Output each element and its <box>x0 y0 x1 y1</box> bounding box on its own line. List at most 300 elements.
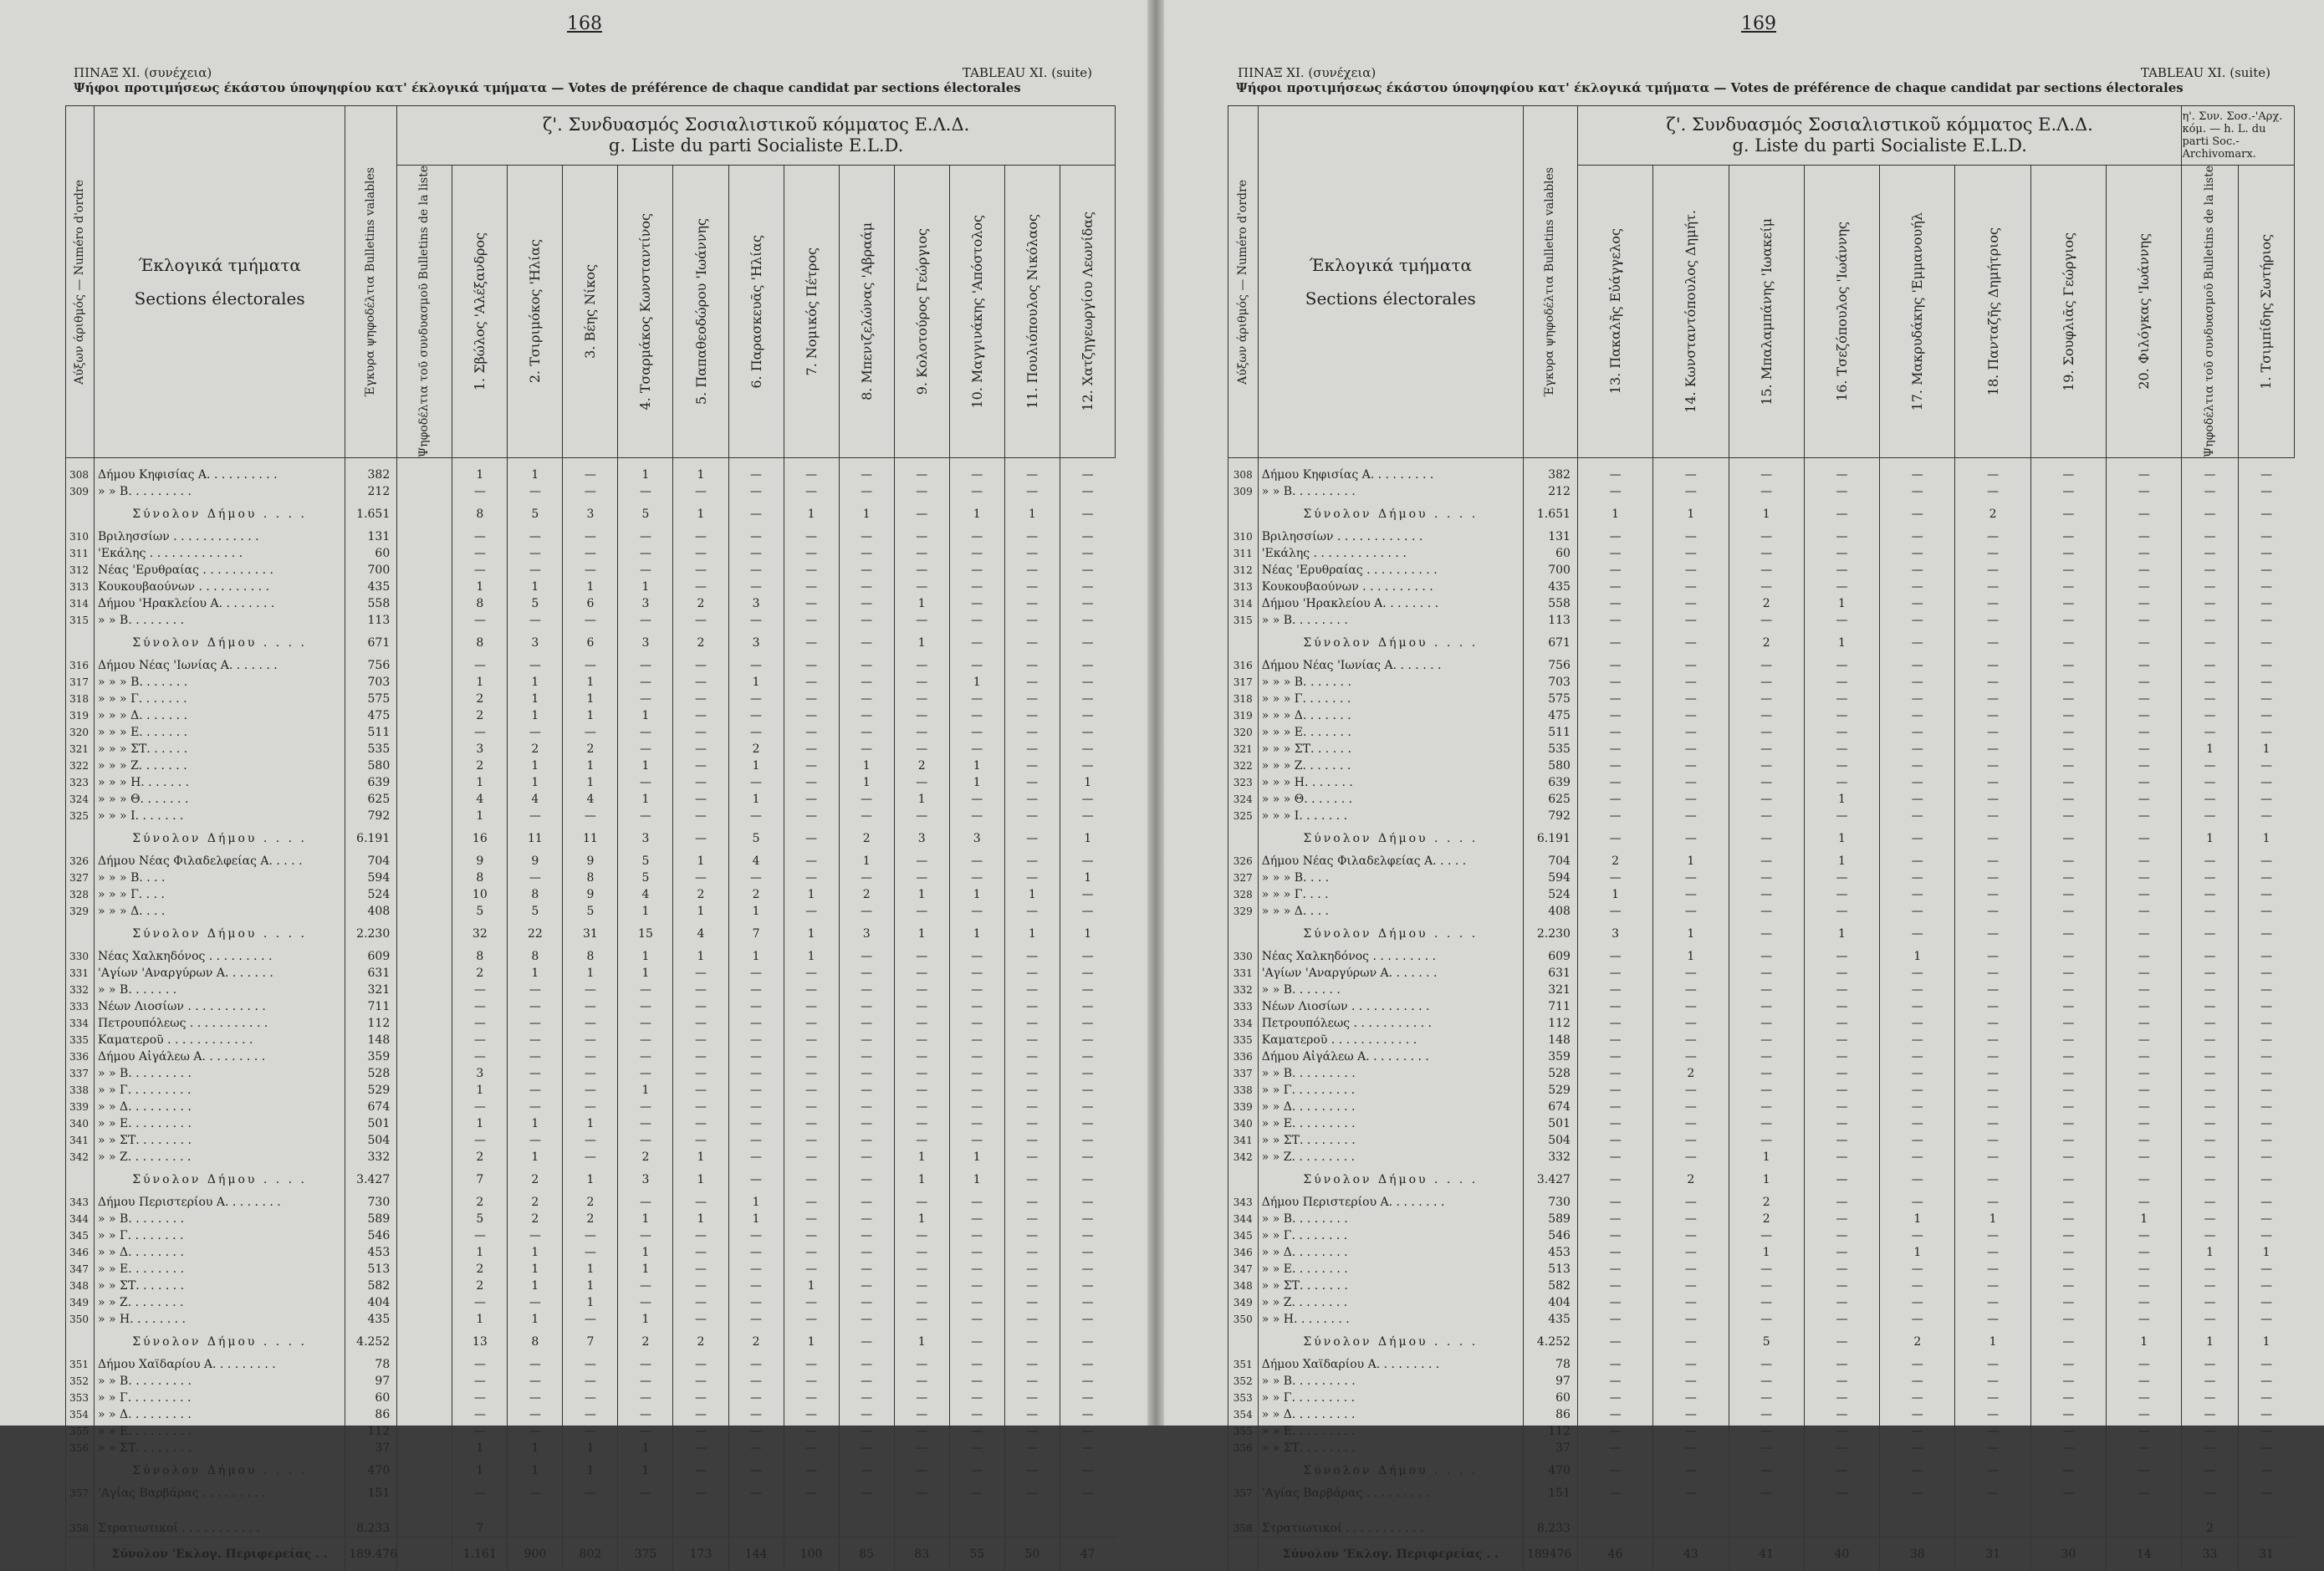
section-name: Δήμου Νέας Φιλαδελφείας Α. . . . . <box>1258 853 1523 870</box>
candidate-votes: 1 <box>452 674 508 691</box>
candidate-votes: — <box>1729 1065 1804 1082</box>
table-row <box>1228 965 2295 982</box>
table-row <box>1228 1149 2295 1165</box>
candidate-votes: — <box>673 691 728 707</box>
candidate-votes: — <box>1955 1165 2030 1194</box>
candidate-votes: — <box>1653 1328 1729 1356</box>
valid-ballots: 529 <box>345 1082 397 1099</box>
candidate-votes: 1 <box>508 1149 563 1165</box>
candidate-votes: — <box>728 1261 784 1278</box>
candidate-votes: — <box>1653 1294 1729 1311</box>
candidate-votes: 1 <box>1004 500 1060 528</box>
candidate-votes: — <box>1880 920 1955 948</box>
left-page <box>0 0 1147 1562</box>
section-name: Δήμου Κηφισίας Α. . . . . . . . . . <box>94 458 345 484</box>
candidate-votes: — <box>1653 965 1729 982</box>
candidate-votes: — <box>1577 824 1652 853</box>
valid-ballots: 511 <box>1523 724 1577 741</box>
list-ballots <box>397 1032 452 1048</box>
candidate-votes: — <box>784 1356 839 1373</box>
section-name: 'Αγίας Βαρβάρας . . . . . . . . . <box>1258 1485 1523 1502</box>
candidate-votes: — <box>1577 1390 1652 1406</box>
table-row <box>1228 1115 2295 1132</box>
candidate-votes: 1 <box>1955 1328 2030 1356</box>
candidate-votes: — <box>618 674 673 691</box>
candidate-votes: — <box>1729 1032 1804 1048</box>
table-subtitle: Ψήφοι προτιμήσεως έκάστου ύποψηφίου κατ' έκλογικά τμήματα — Votes de préférence de chaque candidat par sections électorales <box>1236 80 2184 95</box>
municipality-total-row <box>1228 500 2295 528</box>
row-number: 319 <box>1228 707 1259 724</box>
row-number: 351 <box>1228 1356 1259 1373</box>
table-row <box>1228 870 2295 886</box>
row-number: 334 <box>66 1015 94 1032</box>
valid-ballots: 528 <box>345 1065 397 1082</box>
candidate-votes: — <box>2238 1082 2294 1099</box>
candidate-votes: — <box>2238 774 2294 791</box>
candidate-header-text: 2. Τσιριμόκος 'Ηλίας <box>527 239 544 384</box>
valid-ballots: 359 <box>1523 1048 1577 1065</box>
section-name: Κουκουβαούνων . . . . . . . . . . <box>94 579 345 595</box>
candidate-votes: 11 <box>508 824 563 853</box>
section-name: » » Β. . . . . . . . <box>1258 612 1523 629</box>
candidate-votes: — <box>1804 1356 1879 1373</box>
candidate-votes: — <box>452 1015 508 1032</box>
section-name: 'Αγίων 'Αναργύρων Α. . . . . . . <box>94 965 345 982</box>
candidate-votes: 2 <box>452 757 508 774</box>
candidate-votes: — <box>1653 1227 1729 1244</box>
candidate-votes: 1 <box>784 1278 839 1294</box>
empty-cell <box>1228 1502 1259 1520</box>
candidate-votes: — <box>673 1194 728 1211</box>
row-number: 322 <box>66 757 94 774</box>
empty-cell <box>894 1502 949 1520</box>
candidate-votes: — <box>1004 629 1060 657</box>
candidate-votes: — <box>949 1311 1004 1328</box>
candidate-votes: — <box>673 1456 728 1485</box>
section-name: » » Δ. . . . . . . . <box>94 1244 345 1261</box>
candidate-votes: — <box>563 528 618 545</box>
candidate-votes: — <box>1577 870 1652 886</box>
candidate-votes: — <box>1880 1015 1955 1032</box>
list-ballots <box>397 870 452 886</box>
candidate-votes: — <box>894 1132 949 1149</box>
candidate-votes: 1 <box>563 965 618 982</box>
list-ballots <box>397 1390 452 1406</box>
candidate-votes: — <box>2030 1456 2106 1485</box>
candidate-votes: — <box>894 1227 949 1244</box>
candidate-votes: — <box>2238 757 2294 774</box>
candidate-votes: — <box>2238 982 2294 998</box>
candidate-votes: — <box>1577 1032 1652 1048</box>
valid-ballots: 730 <box>345 1194 397 1211</box>
valid-ballots: 475 <box>345 707 397 724</box>
table-row <box>66 674 1116 691</box>
candidate-votes: 2 <box>728 1328 784 1356</box>
empty-cell <box>345 1502 397 1520</box>
candidate-votes: — <box>784 791 839 808</box>
spacer-row <box>1228 1502 2295 1520</box>
candidate-votes: — <box>728 1456 784 1485</box>
list-ballots <box>397 1082 452 1099</box>
candidate-votes: — <box>839 545 894 562</box>
candidate-votes: — <box>1729 674 1804 691</box>
valid-ballots: 212 <box>1523 483 1577 500</box>
candidate-votes: 1 <box>784 500 839 528</box>
table-row <box>66 1294 1116 1311</box>
candidate-votes: — <box>1804 774 1879 791</box>
candidate-votes: 2 <box>563 1211 618 1227</box>
candidate-votes: — <box>563 562 618 579</box>
candidate-votes: — <box>2238 853 2294 870</box>
candidate-votes: — <box>728 1015 784 1032</box>
candidate-votes: — <box>1060 1082 1115 1099</box>
candidate-votes: — <box>1060 528 1115 545</box>
candidate-votes: — <box>2238 674 2294 691</box>
candidate-votes: — <box>2107 757 2182 774</box>
section-name: » » ΣΤ. . . . . . . . <box>94 1440 345 1456</box>
candidate-votes: 2 <box>1880 1328 1955 1356</box>
candidate-votes: — <box>1955 1149 2030 1165</box>
candidate-votes: — <box>784 1149 839 1165</box>
candidate-votes: — <box>1653 1278 1729 1294</box>
spacer-row <box>66 1502 1116 1520</box>
candidate-votes: 1 <box>949 757 1004 774</box>
row-number: 311 <box>66 545 94 562</box>
candidate-votes: 2 <box>1653 1065 1729 1082</box>
candidate-votes: — <box>784 612 839 629</box>
candidate-votes: — <box>894 982 949 998</box>
section-name: » » Ζ. . . . . . . . . <box>94 1149 345 1165</box>
candidate-votes: 1 <box>452 808 508 824</box>
candidate-votes: — <box>1804 1244 1879 1261</box>
candidate-votes: — <box>673 808 728 824</box>
candidate-votes: — <box>1880 579 1955 595</box>
candidate-votes: 2 <box>452 691 508 707</box>
candidate-votes: — <box>1060 1048 1115 1065</box>
candidate-votes: — <box>1955 903 2030 920</box>
candidate-votes: — <box>1804 528 1879 545</box>
candidate-votes: — <box>2107 458 2182 484</box>
candidate-votes: — <box>1729 1390 1804 1406</box>
candidate-votes: — <box>1955 741 2030 757</box>
list-ballots <box>397 1244 452 1261</box>
valid-ballots: 546 <box>1523 1227 1577 1244</box>
list-ballots <box>397 629 452 657</box>
candidate-votes: — <box>839 629 894 657</box>
empty-cell <box>563 1502 618 1520</box>
candidate-votes: 50 <box>1004 1538 1060 1571</box>
candidate-votes: 1 <box>784 920 839 948</box>
candidate-votes: — <box>1653 1048 1729 1065</box>
candidate-votes: — <box>1729 824 1804 853</box>
sections-header-french: Sections électorales <box>134 288 305 309</box>
row-number <box>1228 824 1259 853</box>
valid-ballots: 704 <box>345 853 397 870</box>
candidate-votes: — <box>1955 1294 2030 1311</box>
candidate-votes: — <box>1653 774 1729 791</box>
candidate-votes: — <box>1653 1440 1729 1456</box>
candidate-votes: — <box>894 1456 949 1485</box>
valid-ballots: 86 <box>345 1406 397 1423</box>
list-ballots <box>397 741 452 757</box>
candidate-votes: — <box>2030 1194 2106 1211</box>
candidate-votes: — <box>784 1406 839 1423</box>
candidate-votes: — <box>1804 562 1879 579</box>
candidate-votes: — <box>1004 1165 1060 1194</box>
candidate-votes: 2 <box>563 1194 618 1211</box>
row-number: 334 <box>1228 1015 1259 1032</box>
candidate-votes: — <box>2030 1065 2106 1082</box>
candidate-votes: — <box>1577 1227 1652 1244</box>
list-ballots: — <box>2182 808 2238 824</box>
candidate-votes: — <box>2030 948 2106 965</box>
row-number: 352 <box>66 1373 94 1390</box>
candidate-votes: — <box>2107 724 2182 741</box>
candidate-votes: — <box>1577 691 1652 707</box>
municipality-total-row <box>1228 1456 2295 1485</box>
section-name: » » Β. . . . . . . . . <box>1258 1373 1523 1390</box>
candidate-votes: — <box>894 808 949 824</box>
candidate-votes: — <box>1729 483 1804 500</box>
row-number: 308 <box>66 458 94 484</box>
valid-ballots: 609 <box>1523 948 1577 965</box>
candidate-votes: — <box>1060 1015 1115 1032</box>
section-name: » » » Θ. . . . . . . <box>94 791 345 808</box>
candidate-votes: — <box>1577 1278 1652 1294</box>
list-ballots: — <box>2182 545 2238 562</box>
candidate-votes: — <box>618 1115 673 1132</box>
valid-ballots: 97 <box>1523 1373 1577 1390</box>
candidate-votes: — <box>1060 545 1115 562</box>
valid-ballots: 408 <box>345 903 397 920</box>
section-name: Δήμου Νέας 'Ιωνίας Α. . . . . . . <box>94 657 345 674</box>
empty-cell <box>1523 1502 1577 1520</box>
candidate-votes: — <box>618 1373 673 1390</box>
table-row <box>1228 1311 2295 1328</box>
section-name: Σύνολον Δήμου . . . . <box>94 1165 345 1194</box>
candidate-votes: 1.161 <box>452 1538 508 1571</box>
section-name: » » » Δ. . . . . . . <box>94 707 345 724</box>
section-name: Νέας Χαλκηδόνος . . . . . . . . . <box>94 948 345 965</box>
list-ballots <box>397 483 452 500</box>
candidate-votes: — <box>1955 1048 2030 1065</box>
list-ballots <box>397 791 452 808</box>
section-name: » » » Β. . . . <box>1258 870 1523 886</box>
section-name: » » ΣΤ. . . . . . . . <box>1258 1440 1523 1456</box>
candidate-votes: — <box>1653 595 1729 612</box>
candidate-votes: 38 <box>1880 1538 1955 1571</box>
candidate-header-text: 5. Παπαθεοδώρου 'Ιωάννης <box>692 217 709 406</box>
section-name: » » Β. . . . . . . . <box>1258 1211 1523 1227</box>
table-row <box>1228 1406 2295 1423</box>
list-ballots <box>397 886 452 903</box>
row-number: 311 <box>1228 545 1259 562</box>
valid-ballots: 625 <box>345 791 397 808</box>
section-name: Κουκουβαούνων . . . . . . . . . . <box>1258 579 1523 595</box>
valid-ballots: 78 <box>345 1356 397 1373</box>
candidate-votes: — <box>784 483 839 500</box>
candidate-votes: — <box>1955 483 2030 500</box>
candidate-votes: — <box>1804 458 1879 484</box>
candidate-votes: — <box>1880 1456 1955 1485</box>
candidate-votes: — <box>1880 500 1955 528</box>
candidate-votes: 1 <box>949 1165 1004 1194</box>
list-ballots: — <box>2182 724 2238 741</box>
candidate-votes: — <box>1955 948 2030 965</box>
table-row <box>66 724 1116 741</box>
candidate-votes: 3 <box>618 629 673 657</box>
candidate-votes: — <box>1653 1423 1729 1440</box>
empty-cell <box>1955 1502 2030 1520</box>
list-ballots: — <box>2182 691 2238 707</box>
candidate-votes: 7 <box>563 1328 618 1356</box>
candidate-votes: — <box>894 579 949 595</box>
candidate-votes: — <box>2238 1373 2294 1390</box>
candidate-votes: — <box>452 1294 508 1311</box>
candidate-votes: 1 <box>508 1244 563 1261</box>
candidate-votes: — <box>618 562 673 579</box>
table-row <box>1228 741 2295 757</box>
candidate-votes: 2 <box>728 741 784 757</box>
candidate-votes: 1 <box>508 1261 563 1278</box>
candidate-header <box>452 166 508 458</box>
candidate-header <box>1004 166 1060 458</box>
candidate-votes: — <box>1653 1032 1729 1048</box>
valid-ballots: 60 <box>345 545 397 562</box>
section-name: Σύνολον 'Εκλογ. Περιφερείας . . <box>94 1538 345 1571</box>
candidate-votes: — <box>1880 483 1955 500</box>
candidate-votes: — <box>949 1390 1004 1406</box>
candidate-votes: 1 <box>2107 1211 2182 1227</box>
candidate-votes: 1 <box>2238 1244 2294 1261</box>
section-name: » » » Β. . . . <box>94 870 345 886</box>
candidate-votes: 1 <box>2238 741 2294 757</box>
section-name: » » Δ. . . . . . . . <box>1258 1244 1523 1261</box>
valid-ballots: 60 <box>1523 1390 1577 1406</box>
candidate-votes: 1 <box>2238 1328 2294 1356</box>
list-ballots <box>397 1294 452 1311</box>
valid-ballots: 609 <box>345 948 397 965</box>
candidate-votes: — <box>2107 1356 2182 1373</box>
candidate-votes: — <box>1955 1115 2030 1132</box>
candidate-votes: — <box>1729 1278 1804 1294</box>
page-number: 169 <box>1741 13 1776 34</box>
candidate-votes: — <box>508 808 563 824</box>
list-ballots: — <box>2182 1211 2238 1227</box>
candidate-votes: — <box>1804 886 1879 903</box>
candidate-votes: — <box>673 1356 728 1373</box>
candidate-votes: — <box>2030 886 2106 903</box>
candidate-votes: — <box>1880 1165 1955 1194</box>
candidate-votes: 13 <box>452 1328 508 1356</box>
candidate-votes: — <box>508 1048 563 1065</box>
candidate-votes: — <box>784 1065 839 1082</box>
candidate-votes: — <box>1653 691 1729 707</box>
table-row <box>1228 1244 2295 1261</box>
candidate-votes: — <box>1004 1356 1060 1373</box>
candidate-votes: — <box>894 1194 949 1211</box>
candidate-votes: — <box>1004 1328 1060 1356</box>
valid-ballots: 382 <box>1523 458 1577 484</box>
candidate-votes: — <box>894 674 949 691</box>
candidate-votes: 1 <box>1804 595 1879 612</box>
table-row <box>66 691 1116 707</box>
table-row <box>66 1194 1116 1211</box>
candidate-votes: — <box>784 458 839 484</box>
candidate-votes: — <box>2107 824 2182 853</box>
list-ballots <box>397 1227 452 1244</box>
candidate-votes: — <box>2030 1149 2106 1165</box>
table-row <box>1228 1227 2295 1244</box>
empty-cell <box>452 1502 508 1520</box>
candidate-votes: — <box>2030 629 2106 657</box>
candidate-votes: — <box>673 545 728 562</box>
candidate-votes: 1 <box>673 458 728 484</box>
page-number: 168 <box>567 13 602 34</box>
candidate-votes: 16 <box>452 824 508 853</box>
list-ballots <box>397 998 452 1015</box>
candidate-votes: — <box>1004 1194 1060 1211</box>
list-ballots: 1 <box>2182 1328 2238 1356</box>
row-number: 346 <box>1228 1244 1259 1261</box>
candidate-votes: — <box>508 545 563 562</box>
candidate-votes: — <box>894 1048 949 1065</box>
candidate-votes: 173 <box>673 1538 728 1571</box>
list-ballots: — <box>2182 1373 2238 1390</box>
valid-ballots: 3.427 <box>1523 1165 1577 1194</box>
candidate-votes <box>508 1520 563 1538</box>
table-row <box>66 886 1116 903</box>
candidate-votes: 1 <box>784 886 839 903</box>
list-ballots <box>397 920 452 948</box>
candidate-votes: — <box>2030 1406 2106 1423</box>
valid-ballots: 639 <box>1523 774 1577 791</box>
list-ballots: — <box>2182 1423 2238 1440</box>
candidate-votes: — <box>618 724 673 741</box>
candidate-votes: — <box>1060 500 1115 528</box>
valid-ballots: 475 <box>1523 707 1577 724</box>
row-number: 341 <box>1228 1132 1259 1149</box>
candidate-header <box>949 166 1004 458</box>
candidate-votes: — <box>1804 657 1879 674</box>
candidate-votes: — <box>1060 903 1115 920</box>
candidate-votes: — <box>2030 824 2106 853</box>
candidate-votes: — <box>1577 1485 1652 1502</box>
candidate-votes: — <box>2238 1311 2294 1328</box>
candidate-votes: 1 <box>452 1082 508 1099</box>
empty-cell <box>1729 1502 1804 1520</box>
row-number: 344 <box>66 1211 94 1227</box>
candidate-votes: — <box>1955 612 2030 629</box>
candidate-votes: 5 <box>452 1211 508 1227</box>
candidate-votes: — <box>839 674 894 691</box>
valid-ballots: 558 <box>345 595 397 612</box>
candidate-votes: — <box>894 1099 949 1115</box>
candidate-votes: — <box>2030 808 2106 824</box>
candidate-votes: — <box>1804 1311 1879 1328</box>
candidate-votes: — <box>784 1048 839 1065</box>
candidate-votes: — <box>1955 824 2030 853</box>
candidate-votes: 2 <box>508 1194 563 1211</box>
candidate-votes: — <box>1880 808 1955 824</box>
candidate-votes: — <box>1060 1261 1115 1278</box>
candidate-votes: — <box>1804 612 1879 629</box>
valid-ballots: 792 <box>1523 808 1577 824</box>
candidate-votes: — <box>949 1244 1004 1261</box>
row-number: 315 <box>66 612 94 629</box>
valid-ballots: 4.252 <box>345 1328 397 1356</box>
candidate-votes: — <box>1004 674 1060 691</box>
